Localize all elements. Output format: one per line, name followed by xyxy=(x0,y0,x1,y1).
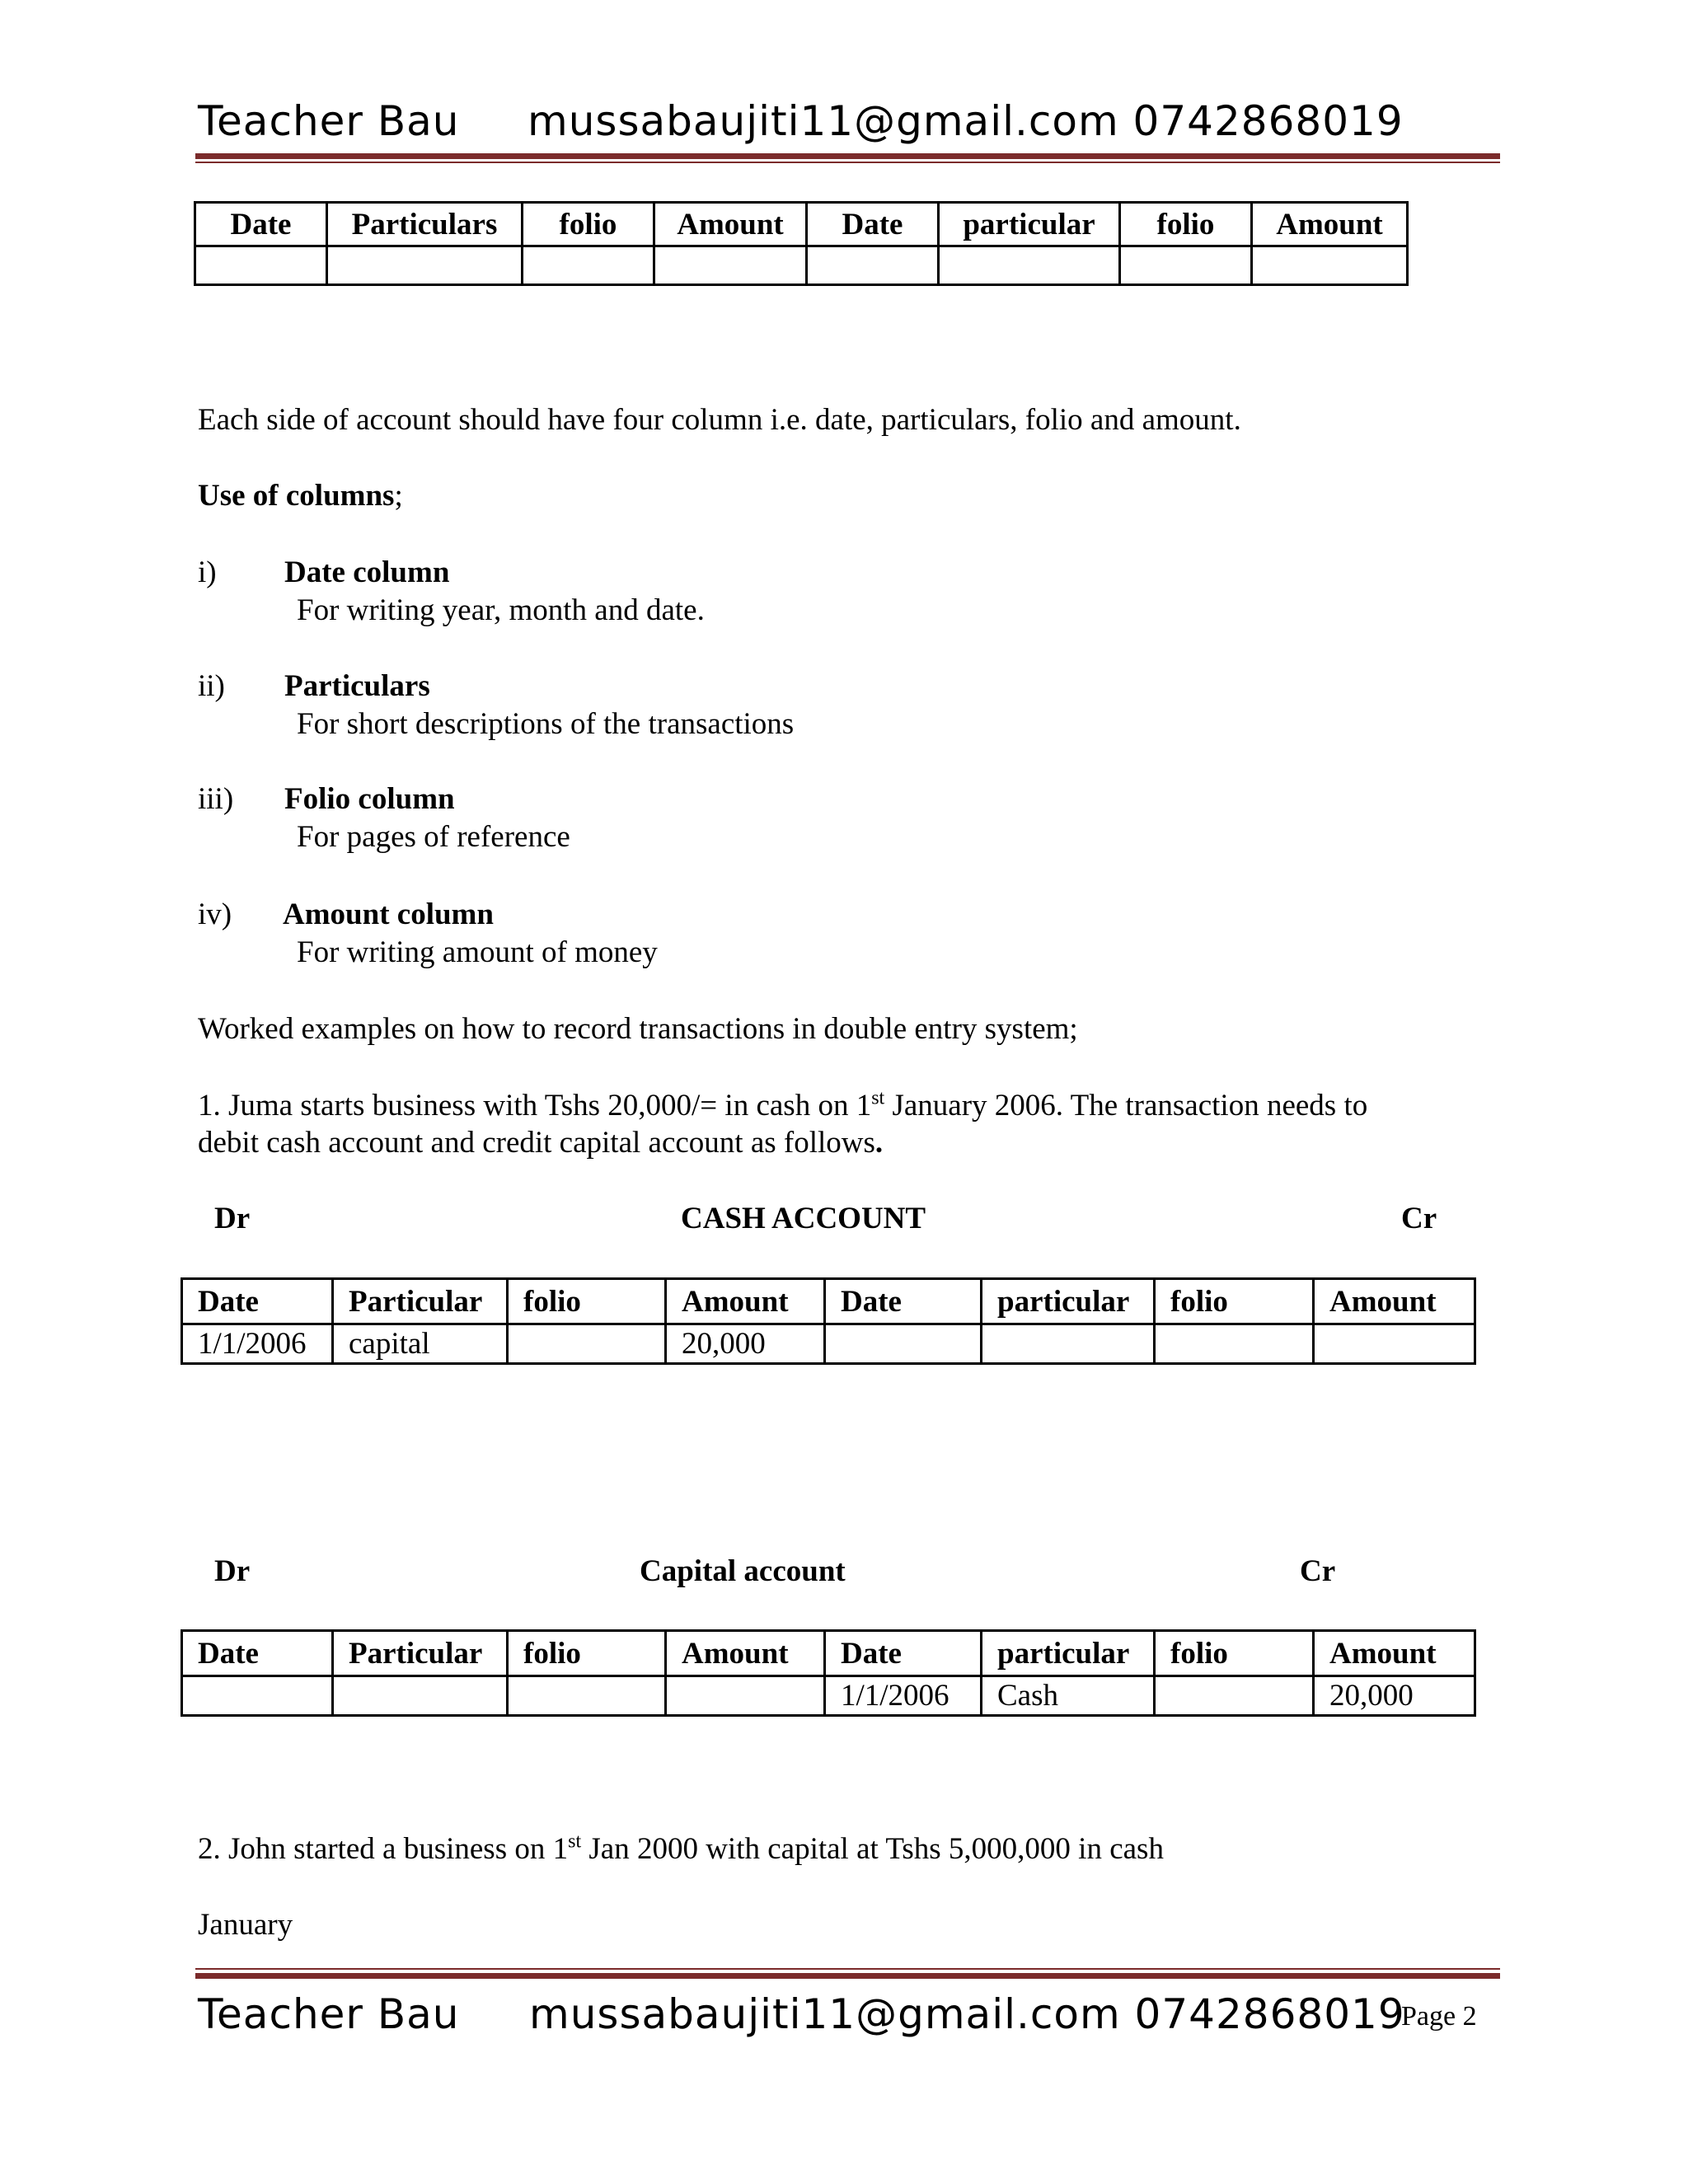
footer-rule-thin xyxy=(195,1968,1500,1970)
header-cell: Amount xyxy=(666,1279,825,1324)
table-cell: 20,000 xyxy=(666,1324,825,1364)
table-cell: 1/1/2006 xyxy=(825,1676,982,1716)
table-cell xyxy=(508,1324,666,1364)
item-description: For writing year, month and date. xyxy=(297,593,705,627)
table-cell: Cash xyxy=(982,1676,1155,1716)
use-suffix: ; xyxy=(394,479,403,513)
table-cell xyxy=(666,1676,825,1716)
header-cell: Date xyxy=(182,1279,333,1324)
example-1-line-1 xyxy=(198,1088,1367,1123)
example-2-text-a: 2. John started a business on 1 xyxy=(198,1832,569,1866)
item-title: Amount column xyxy=(283,898,494,931)
footer-name: Teacher Bau xyxy=(198,1990,460,2038)
table-cell xyxy=(1314,1324,1475,1364)
table-cell xyxy=(327,246,523,285)
header-cell: particular xyxy=(982,1631,1155,1676)
table-header-row xyxy=(195,203,1408,246)
capital-cr-label: Cr xyxy=(1300,1554,1336,1588)
example-2-line xyxy=(198,1831,1164,1867)
capital-account-table xyxy=(181,1629,1476,1717)
example-1-sup: st xyxy=(871,1087,885,1109)
header-cell: particular xyxy=(939,203,1120,246)
table-header-row xyxy=(182,1631,1475,1676)
capital-account-title: Capital account xyxy=(640,1554,846,1588)
blank-account-table xyxy=(194,201,1409,286)
header-rule-thin xyxy=(195,162,1500,163)
header-cell: Amount xyxy=(1314,1631,1475,1676)
table-cell: 1/1/2006 xyxy=(182,1324,333,1364)
table-cell xyxy=(654,246,807,285)
cash-dr-label: Dr xyxy=(214,1202,251,1235)
item-number: i) xyxy=(198,555,217,589)
table-row xyxy=(182,1324,1475,1364)
item-description: For pages of reference xyxy=(297,820,570,854)
example-1-line-2-text: debit cash account and credit capital account as follows xyxy=(198,1126,875,1160)
example-1-dot: . xyxy=(874,1126,884,1160)
footer-contact: mussabaujiti11@gmail.com 0742868019 xyxy=(529,1990,1405,2038)
table-cell xyxy=(333,1676,508,1716)
item-title: Particulars xyxy=(284,669,430,703)
january-label: January xyxy=(198,1908,293,1942)
header-contact: mussabaujiti11@gmail.com 0742868019 xyxy=(528,97,1404,145)
example-2-text-b: Jan 2000 with capital at Tshs 5,000,000 in cash xyxy=(581,1832,1164,1866)
cash-cr-label: Cr xyxy=(1401,1202,1437,1235)
header-cell: folio xyxy=(1120,203,1252,246)
use-of-columns xyxy=(198,478,403,513)
table-cell xyxy=(1252,246,1408,285)
table-row xyxy=(195,246,1408,285)
cash-account-table xyxy=(181,1277,1476,1365)
table-cell: 20,000 xyxy=(1314,1676,1475,1716)
capital-dr-label: Dr xyxy=(214,1554,251,1588)
header-cell: Amount xyxy=(654,203,807,246)
table-cell xyxy=(939,246,1120,285)
page-number: Page 2 xyxy=(1401,2001,1477,2032)
item-description: For short descriptions of the transactions xyxy=(297,707,795,741)
cash-account-title: CASH ACCOUNT xyxy=(681,1202,926,1235)
header-cell: Amount xyxy=(1252,203,1408,246)
table-cell xyxy=(195,246,327,285)
header-cell: folio xyxy=(508,1279,666,1324)
header-rule-thick xyxy=(195,153,1500,159)
header-cell: Date xyxy=(825,1631,982,1676)
table-cell xyxy=(523,246,654,285)
item-number: iii) xyxy=(198,782,234,816)
header-cell: Amount xyxy=(1314,1279,1475,1324)
header-cell: Date xyxy=(195,203,327,246)
header-cell: Amount xyxy=(666,1631,825,1676)
item-title: Date column xyxy=(284,555,450,589)
header-cell: Particular xyxy=(333,1631,508,1676)
table-header-row xyxy=(182,1279,1475,1324)
example-1-text-a: 1. Juma starts business with Tshs 20,000/= in cash on 1 xyxy=(198,1089,872,1122)
header-cell: folio xyxy=(508,1631,666,1676)
header-cell: Particular xyxy=(333,1279,508,1324)
header-cell: folio xyxy=(1155,1279,1314,1324)
header-cell: Particulars xyxy=(327,203,523,246)
table-row xyxy=(182,1676,1475,1716)
header-cell: Date xyxy=(807,203,939,246)
table-cell xyxy=(807,246,939,285)
header-cell: particular xyxy=(982,1279,1155,1324)
use-title: Use of columns xyxy=(198,479,395,513)
table-cell xyxy=(508,1676,666,1716)
header-name: Teacher Bau xyxy=(198,97,460,145)
table-cell: capital xyxy=(333,1324,508,1364)
table-cell xyxy=(825,1324,982,1364)
table-cell xyxy=(1155,1324,1314,1364)
table-cell xyxy=(1155,1676,1314,1716)
worked-examples-text: Worked examples on how to record transactions in double entry system; xyxy=(198,1012,1078,1046)
header-cell: folio xyxy=(1155,1631,1314,1676)
example-1-line-2 xyxy=(198,1125,883,1160)
header-cell: Date xyxy=(825,1279,982,1324)
table-cell xyxy=(1120,246,1252,285)
example-1-text-b: January 2006. The transaction needs to xyxy=(884,1089,1368,1122)
item-title: Folio column xyxy=(284,782,455,816)
header-cell: Date xyxy=(182,1631,333,1676)
table-cell xyxy=(182,1676,333,1716)
item-number: ii) xyxy=(198,669,225,703)
header-cell: folio xyxy=(523,203,654,246)
example-2-sup: st xyxy=(568,1830,582,1853)
item-number: iv) xyxy=(198,898,232,931)
item-description: For writing amount of money xyxy=(297,935,658,969)
table-cell xyxy=(982,1324,1155,1364)
intro-text: Each side of account should have four column i.e. date, particulars, folio and amount. xyxy=(198,403,1241,437)
footer-rule-thick xyxy=(195,1973,1500,1979)
